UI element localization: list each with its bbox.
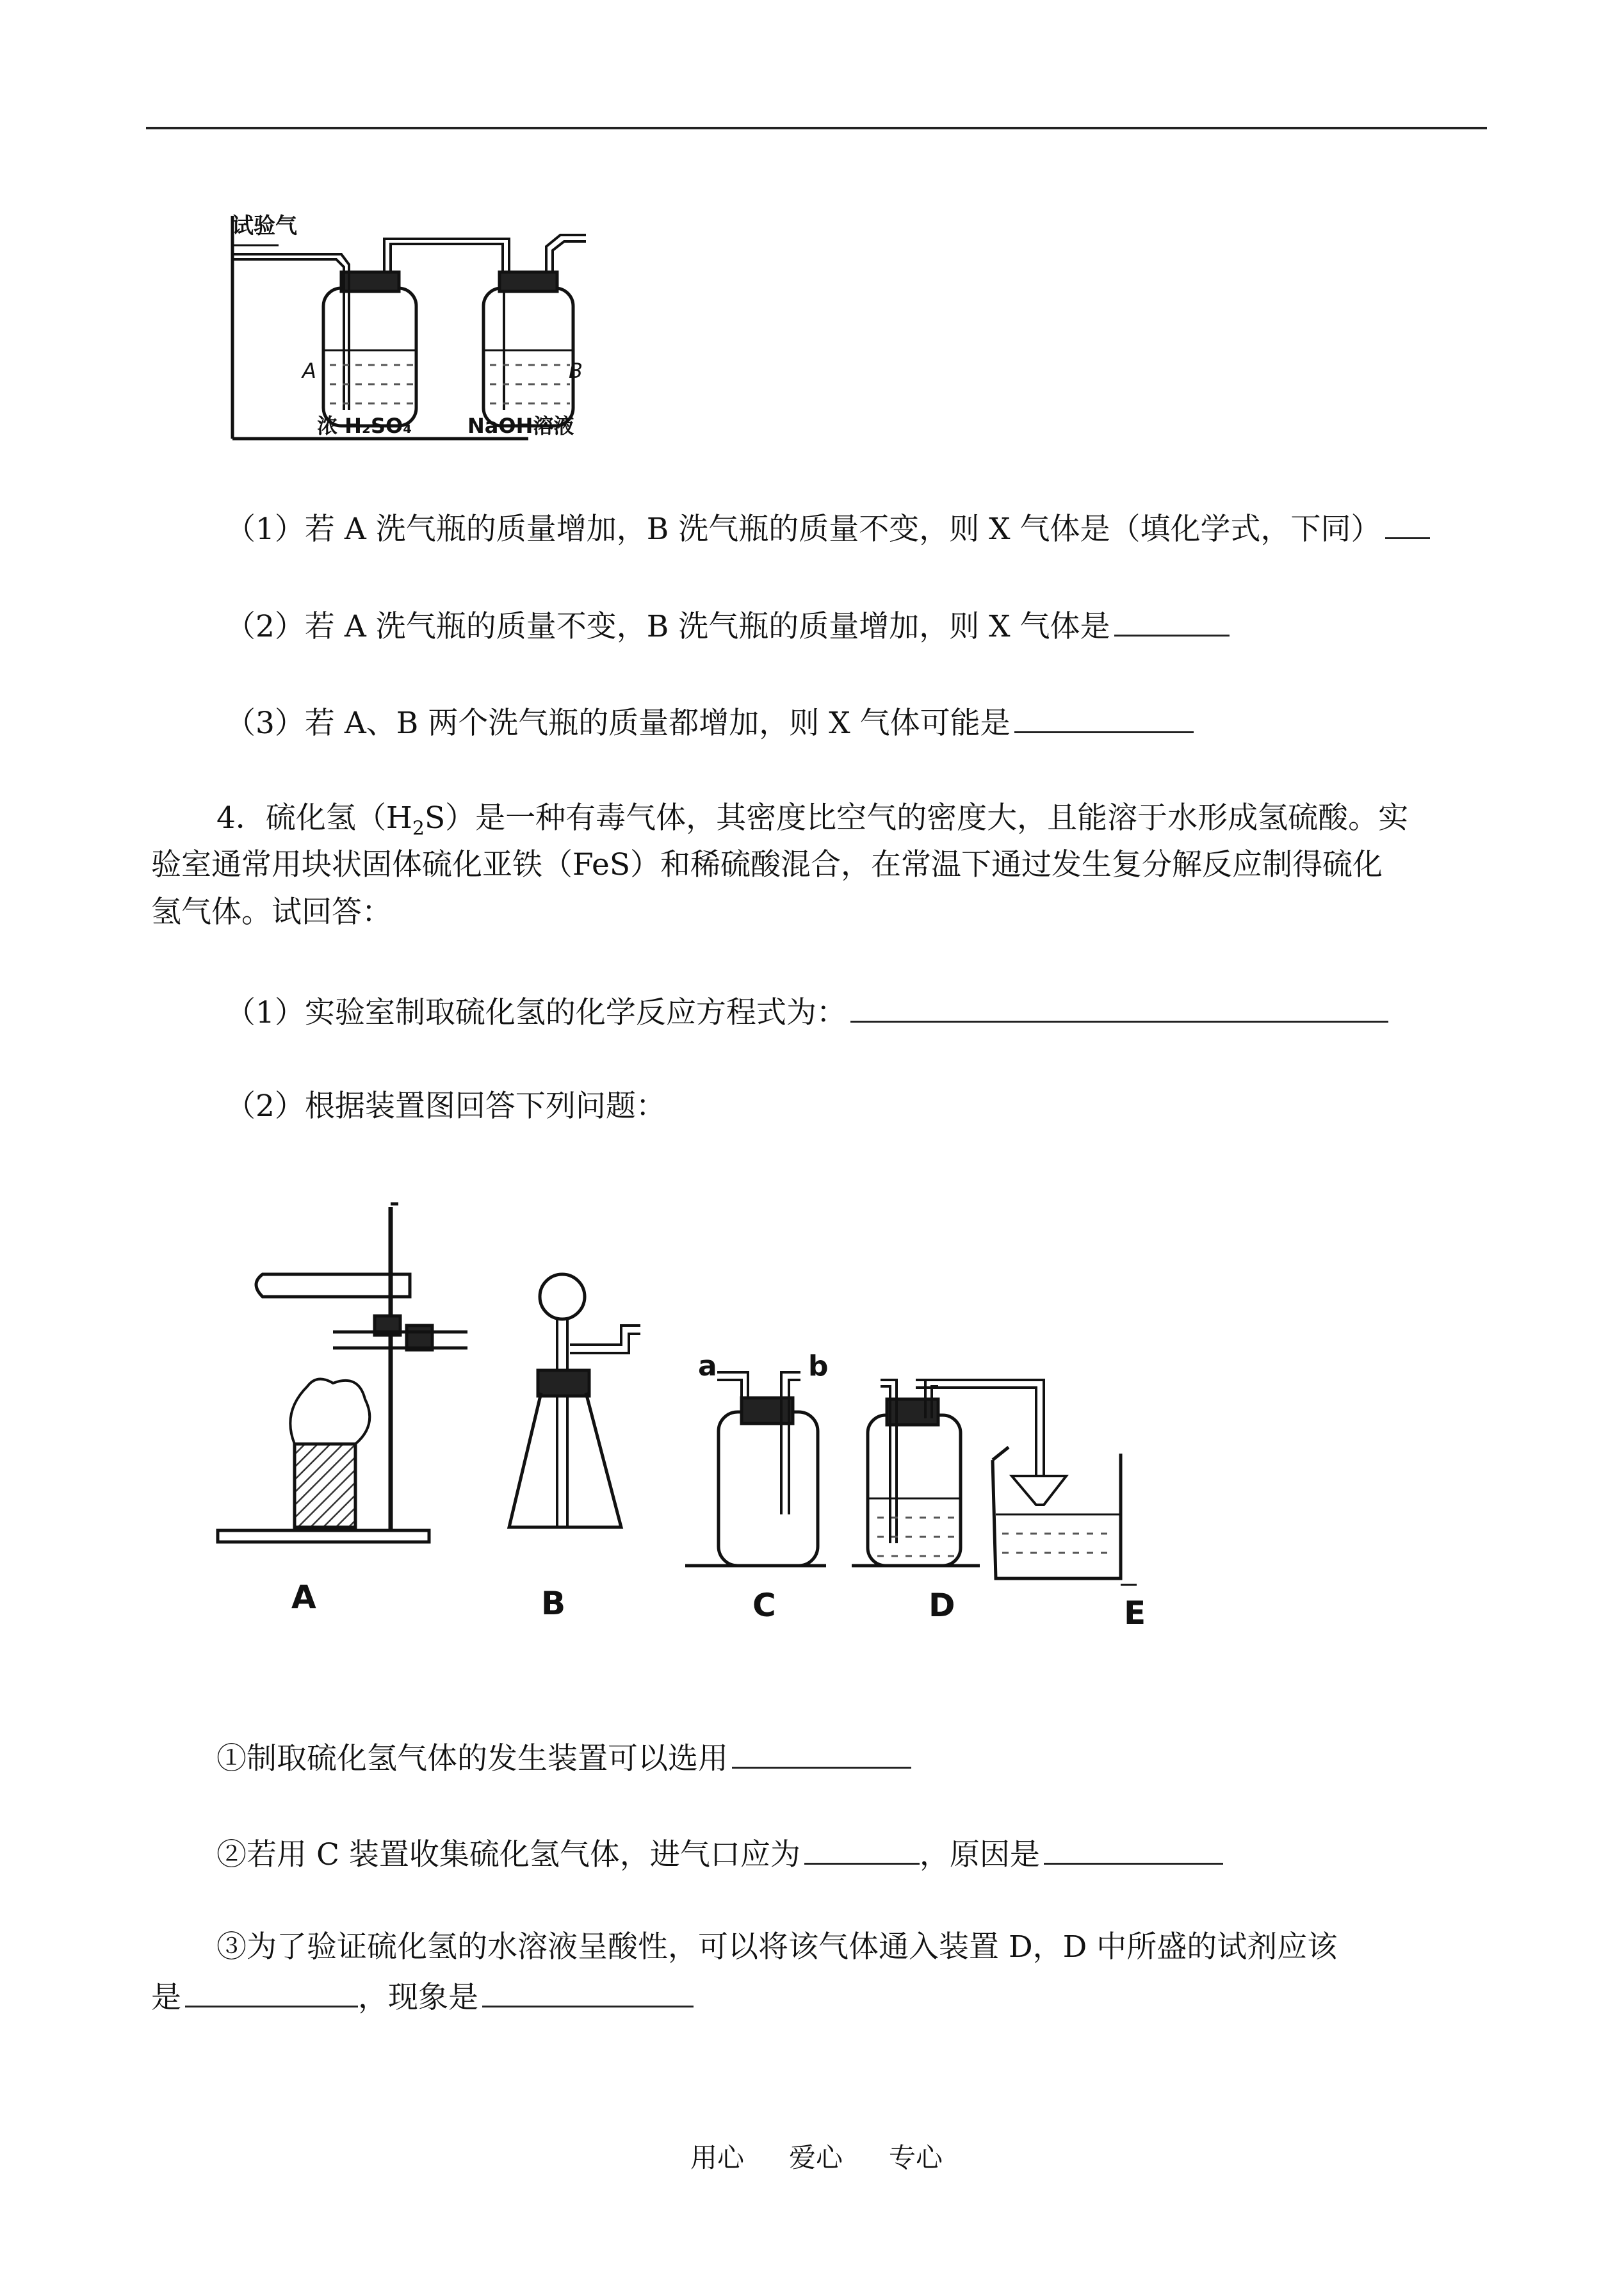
apparatus-label-d: D: [929, 1587, 955, 1624]
sub-question-1: [216, 1739, 911, 1777]
header-rule: [146, 127, 1487, 129]
figure1-caption-a: 浓 H₂SO₄: [317, 414, 412, 438]
figure1-gas-label: 试验气: [232, 213, 297, 239]
port-label-b: b: [808, 1350, 829, 1383]
sub-question-3-text-c: ，现象是: [358, 1980, 478, 2015]
q3-sub-1: [225, 509, 1430, 547]
answer-blank[interactable]: [1385, 509, 1430, 539]
q3-sub-3: [225, 703, 1194, 742]
apparatus-label-a: A: [291, 1578, 316, 1616]
q4-intro-line-2: 验室通常用块状固体硫化亚铁（FeS）和稀硫酸混合，在常温下通过发生复分解反应制得硫化: [151, 847, 1383, 882]
answer-blank[interactable]: [732, 1739, 911, 1769]
q3-sub-1-text: （1）若 A 洗气瓶的质量增加，B 洗气瓶的质量不变，则 X 气体是（填化学式，下同）: [225, 512, 1381, 547]
footer-word-3: 专心: [889, 2142, 943, 2173]
sub-question-3-text-b: 是: [151, 1980, 181, 2015]
answer-blank[interactable]: [482, 1977, 694, 2007]
q4-sub-1-text: （1）实验室制取硫化氢的化学反应方程式为：: [225, 995, 847, 1030]
sub-question-1-text: ①制取硫化氢气体的发生装置可以选用: [216, 1741, 728, 1776]
q4-intro-part-b: S）是一种有毒气体，其密度比空气的密度大，且能溶于水形成氢硫酸。实: [424, 800, 1409, 836]
answer-blank[interactable]: [1114, 606, 1230, 637]
subscript-2: 2: [412, 817, 425, 840]
apparatus-label-e: E: [1124, 1594, 1146, 1632]
answer-blank[interactable]: [804, 1835, 920, 1865]
answer-blank[interactable]: [185, 1977, 358, 2007]
answer-blank[interactable]: [1044, 1835, 1223, 1865]
sub-question-3-line-1: ③为了验证硫化氢的水溶液呈酸性，可以将该气体通入装置 D，D 中所盛的试剂应该: [216, 1929, 1338, 1965]
q3-sub-2-text: （2）若 A 洗气瓶的质量不变，B 洗气瓶的质量增加，则 X 气体是: [225, 609, 1110, 644]
figure1-label-a: A: [302, 359, 316, 383]
figure1-caption-b: NaOH溶液: [467, 414, 574, 438]
sub-question-2-text-b: ，原因是: [919, 1837, 1040, 1872]
port-label-a: a: [698, 1350, 717, 1383]
answer-blank[interactable]: [1014, 703, 1194, 733]
sub-question-2-text-a: ②若用 C 装置收集硫化氢气体，进气口应为: [216, 1837, 800, 1872]
q3-sub-2: [225, 606, 1230, 645]
sub-question-2: [216, 1835, 1223, 1873]
apparatus-label-c: C: [752, 1587, 776, 1624]
answer-blank[interactable]: [850, 993, 1388, 1023]
figure1-label-b: B: [569, 359, 583, 383]
sub-question-3-line-2: [151, 1977, 694, 2016]
lab-apparatus-figure: [211, 1194, 1249, 1591]
q4-sub-1: [225, 993, 1388, 1031]
q4-sub-2: （2）根据装置图回答下列问题：: [225, 1089, 666, 1124]
apparatus-label-b: B: [541, 1585, 566, 1622]
q4-intro-part-a: 4．硫化氢（H: [216, 800, 412, 836]
q4-intro-line-3: 氢气体。试回答：: [151, 895, 392, 930]
q4-intro-line-1: [216, 800, 1408, 847]
footer-word-2: 爱心: [789, 2142, 843, 2173]
q3-sub-3-text: （3）若 A、B 两个洗气瓶的质量都增加，则 X 气体可能是: [225, 706, 1011, 741]
footer-word-1: 用心: [690, 2142, 745, 2173]
